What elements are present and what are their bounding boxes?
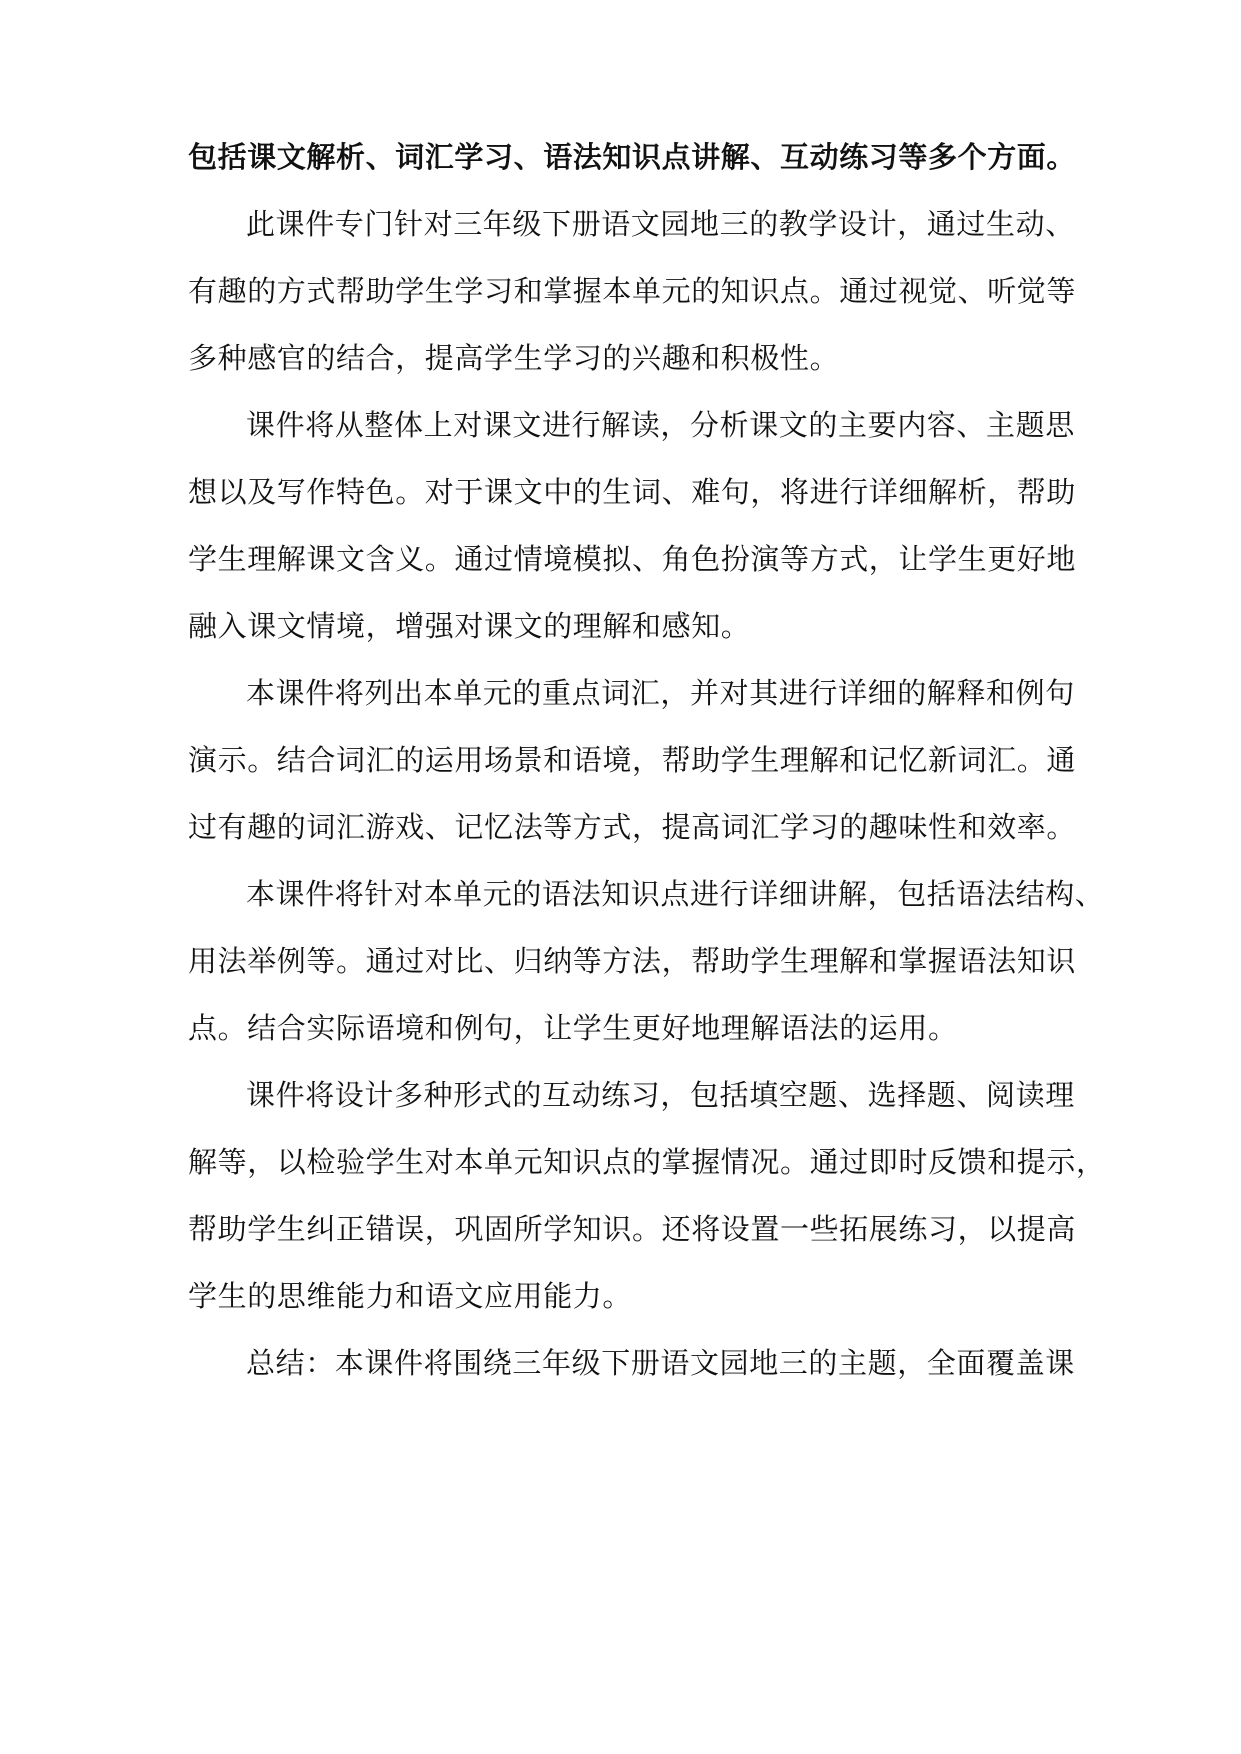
text-line-7: 学生理解课文含义。通过情境模拟、角色扮演等方式，让学生更好地 <box>188 542 1077 576</box>
text-line-6: 想以及写作特色。对于课文中的生词、难句，将进行详细解析，帮助 <box>188 475 1077 509</box>
text-line-11: 过有趣的词汇游戏、记忆法等方式，提高词汇学习的趣味性和效率。 <box>188 810 1077 844</box>
text-line-14: 点。结合实际语境和例句，让学生更好地理解语法的运用。 <box>188 1011 958 1045</box>
text-line-3: 有趣的方式帮助学生学习和掌握本单元的知识点。通过视觉、听觉等 <box>188 274 1077 308</box>
text-line-8: 融入课文情境，增强对课文的理解和感知。 <box>188 609 751 643</box>
text-line-5: 课件将从整体上对课文进行解读，分析课文的主要内容、主题思 <box>246 408 1075 442</box>
text-line-13: 用法举例等。通过对比、归纳等方法，帮助学生理解和掌握语法知识 <box>188 944 1077 978</box>
text-line-17: 帮助学生纠正错误，巩固所学知识。还将设置一些拓展练习，以提高 <box>188 1212 1077 1246</box>
text-line-1: 包括课文解析、词汇学习、语法知识点讲解、互动练习等多个方面。 <box>188 140 1077 174</box>
text-line-10: 演示。结合词汇的运用场景和语境，帮助学生理解和记忆新词汇。通 <box>188 743 1077 777</box>
text-line-16: 解等，以检验学生对本单元知识点的掌握情况。通过即时反馈和提示， <box>188 1145 1106 1179</box>
text-line-2: 此课件专门针对三年级下册语文园地三的教学设计，通过生动、 <box>246 207 1075 241</box>
text-line-18: 学生的思维能力和语文应用能力。 <box>188 1279 633 1313</box>
text-line-12: 本课件将针对本单元的语法知识点进行详细讲解，包括语法结构、 <box>246 877 1105 911</box>
text-line-9: 本课件将列出本单元的重点词汇，并对其进行详细的解释和例句 <box>246 676 1075 710</box>
text-line-19: 总结：本课件将围绕三年级下册语文园地三的主题，全面覆盖课 <box>246 1346 1075 1380</box>
text-line-4: 多种感官的结合，提高学生学习的兴趣和积极性。 <box>188 341 840 375</box>
text-line-15: 课件将设计多种形式的互动练习，包括填空题、选择题、阅读理 <box>246 1078 1075 1112</box>
